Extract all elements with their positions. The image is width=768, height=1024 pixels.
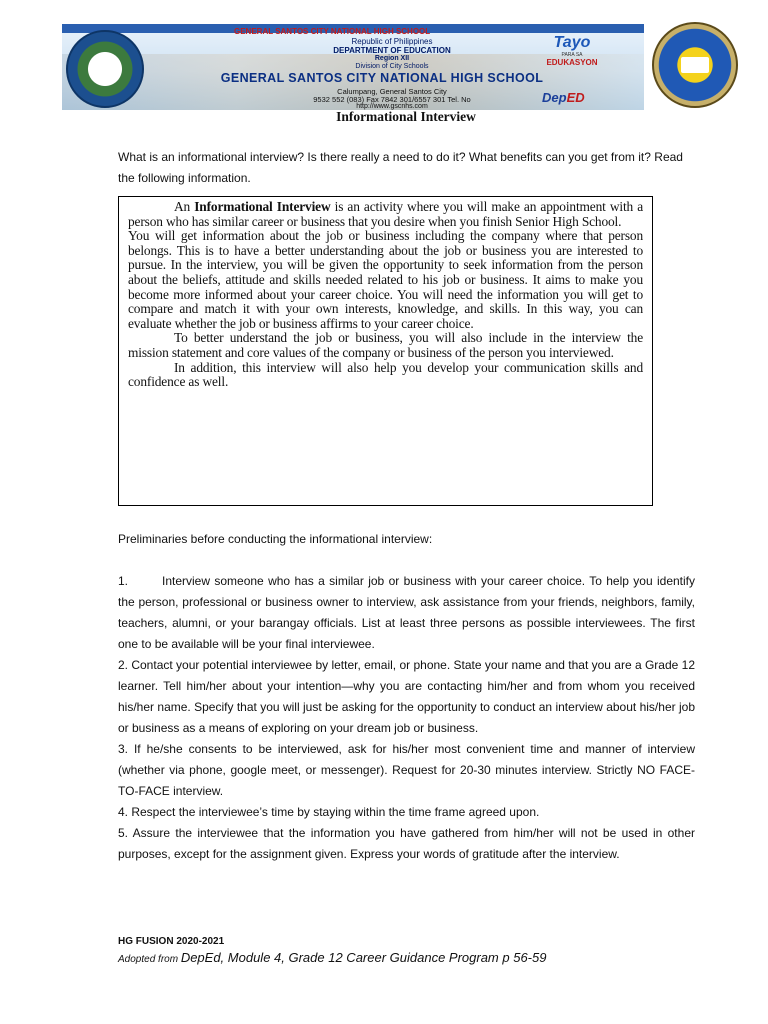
- page-title: Informational Interview: [336, 109, 476, 124]
- tayo-logo-text: Tayo: [553, 34, 591, 51]
- prelim-heading: Preliminaries before conducting the informational interview:: [118, 532, 433, 546]
- tayo-logo-small: PARA SA: [561, 52, 583, 58]
- step-2: 2. Contact your potential interviewee by letter, email, or phone. State your name and that you are a Grade 12 learner. Tell him/her about your intention—why you are contacting him/her and from whom you received his/her name. Specify that you will just be asking for the opportunity to conduct an interview about his/her job or business as a means of exploring on your dream job or business.: [118, 658, 696, 735]
- deped-seal-icon: [652, 22, 738, 108]
- banner-school-top: GENERAL SANTOS CITY NATIONAL HIGH SCHOOL: [234, 27, 431, 36]
- banner-region: Region XII: [374, 55, 410, 62]
- banner-school-name: GENERAL SANTOS CITY NATIONAL HIGH SCHOOL: [220, 71, 544, 85]
- step-4: 4. Respect the interviewee’s time by staying within the time frame agreed upon.: [118, 805, 540, 819]
- intro-text: What is an informational interview? Is there really a need to do it? What benefits can you get from it? Read the following information.: [118, 150, 683, 185]
- deped-logo: [542, 90, 585, 105]
- school-seal-icon: [66, 30, 144, 108]
- header-banner: [62, 24, 644, 110]
- footer-program: HG FUSION 2020-2021: [118, 936, 225, 947]
- step-1: [118, 571, 695, 655]
- banner-division: Division of City Schools: [355, 63, 429, 70]
- step-1-number: 1.: [118, 574, 129, 588]
- info-p1-rest: is an activity where you will make an appointment with a person who has similar career or business that you desire when you finish Senior High School.: [128, 199, 644, 229]
- info-term: Informational Interview: [194, 199, 331, 214]
- tayo-logo-edukasyon: EDUKASYON: [546, 58, 598, 67]
- banner-address: Calumpang, General Santos City: [337, 87, 447, 96]
- footer-source-text: DepEd, Module 4, Grade 12 Career Guidance Program p 56-59: [180, 950, 547, 965]
- deped-logo-b: ED: [566, 90, 585, 105]
- tayo-logo: [540, 34, 604, 67]
- info-paragraph-3: To better understand the job or business, you will also include in the interview the mission statement and core values of the company or business of the person you interviewed.: [128, 330, 643, 360]
- steps-list: [118, 571, 695, 865]
- book-icon: [681, 57, 709, 73]
- info-p1-lead: An: [174, 199, 195, 214]
- step-3: 3. If he/she consents to be interviewed, ask for his/her most convenient time and manner of interview (whether via phone, google meet, or messenger). Request for 20-30 minutes interview. Strictly NO FACE-TO-FACE interview.: [118, 742, 695, 798]
- info-paragraph-1: [128, 200, 643, 229]
- step-5: 5. Assure the interviewee that the information you have gathered from him/her will not be used in other purposes, except for the assignment given. Express your words of gratitude after the interview.: [118, 826, 695, 861]
- info-paragraph-2: You will get information about the job or business including the company where that person belongs. This is to have a better understanding about the job or business you are interested to pursue. In the interview, you will be given the opportunity to seek information from the person about the beliefs, attitude and skills needed related to his job or business. It aims to make you become more informed about your career choice. You will need the information you will get to compare and match it with your own interests, knowledge, and skills. In this way, you can evaluate whether the job or business affirms to your career choice.: [128, 228, 643, 331]
- banner-phones: 9532 552 (083) Fax 7842 301/6557 301 Tel. No: [313, 95, 471, 104]
- step-1-text: Interview someone who has a similar job or business with your career choice. To help you identify the person, professional or business owner to interview, ask assistance from your friends, neighbors, family, teachers, alumni, or your barangay officials. List at least three persons as possible interviewees. The first one to be available will be your final interviewee.: [118, 574, 695, 651]
- info-box: [118, 196, 653, 506]
- banner-republic: Republic of Philippines: [351, 37, 433, 46]
- footer-adopted: Adopted from: [118, 954, 181, 965]
- deped-logo-a: Dep: [542, 90, 567, 105]
- banner-department: DEPARTMENT OF EDUCATION: [333, 46, 451, 55]
- footer-source: [118, 950, 546, 965]
- info-paragraph-4: In addition, this interview will also help you develop your communication skills and confidence as well.: [128, 359, 643, 390]
- banner-website: http://www.gscnhs.com: [356, 103, 428, 110]
